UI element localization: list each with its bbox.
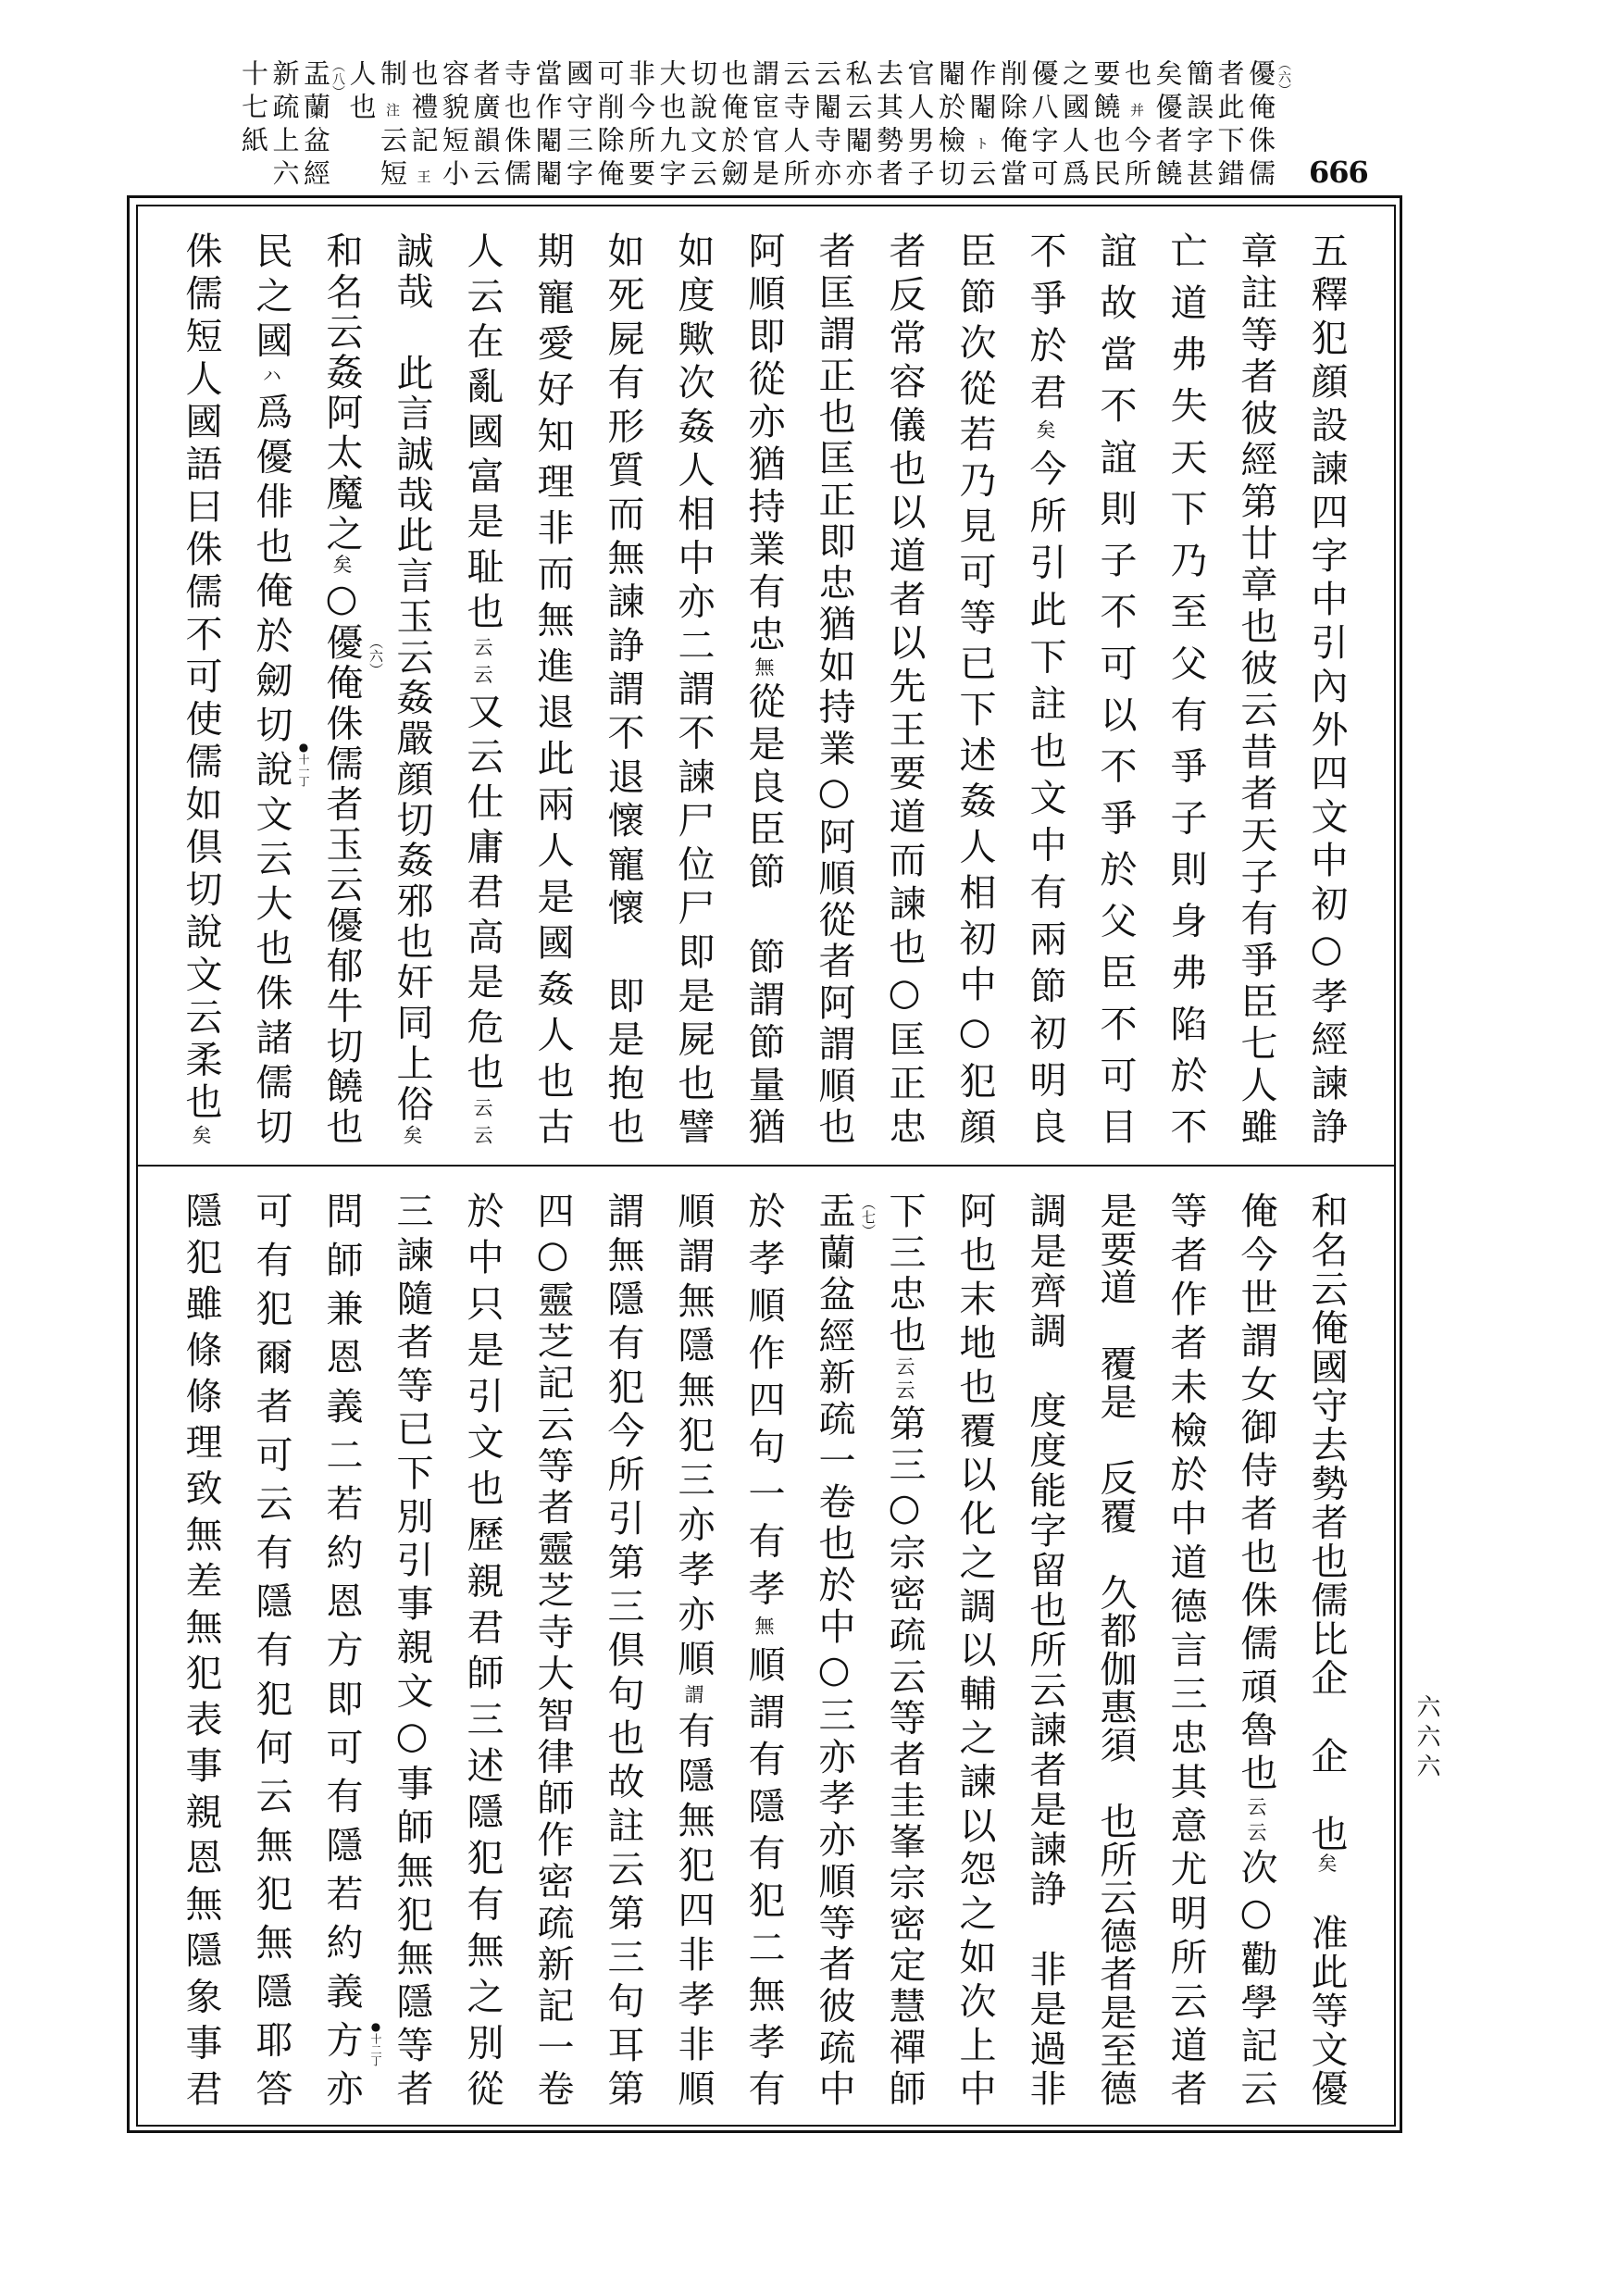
upper-text-column: 和名云姦阿太魔之矣○優俺侏儒者玉云優郁牛切饒也	[320, 231, 363, 1145]
upper-text-column: 五釋犯顔設諫四字中引內外四文中初○孝經諫諍	[1305, 231, 1348, 1144]
lower-text-column: 俺今世謂女御侍者也侏儒頑魯也云云次○勸學記云	[1235, 1192, 1277, 2107]
headnote-column: 優俺侏儒	[1245, 59, 1276, 193]
lower-text-column: 於中只是引文也歷親君師三述隱犯有無之別從	[461, 1192, 504, 2106]
lower-text-column: 盂蘭盆經新疏一卷也於中○三亦孝亦順等者彼疏中	[813, 1192, 855, 2106]
headnote-column: 去其勢者	[873, 59, 904, 193]
margin-page-number: 六六六	[1413, 1694, 1440, 1783]
headnote-column: 制注云短	[377, 59, 408, 193]
upper-text-column: 者匡謂正也匡正即忠猶如持業○阿順從者阿謂順也	[813, 231, 855, 1144]
folio-marker-12: ●十二丁	[369, 2020, 382, 2066]
upper-text-column: 誠哉 此言誠哉此言玉云姦嚴顔切姦邪也奸同上俗矣	[391, 231, 433, 1144]
headnote-column: 要饒也民	[1089, 59, 1122, 193]
upper-text-column: 臣節次從若乃見可等已下述姦人相初中○犯顔	[953, 231, 996, 1144]
lower-text-column: 三諫隨者等已下別引事親文○事師無犯無隱等者	[391, 1192, 433, 2106]
headnote-column: 閹於檢切	[935, 59, 966, 193]
upper-text-column: 如死屍有形質而無諫諍謂不退懷寵懷 即是抱也	[602, 231, 644, 1144]
headnote-column: 當作閹閹	[531, 59, 564, 193]
lower-text-column: 可有犯爾者可云有隱有犯何云無犯無隱耶答	[250, 1192, 292, 2106]
headnote-marker-6: （六）	[1276, 57, 1291, 96]
note-marker-6: （六）	[367, 635, 384, 677]
headnote-column: 矣優者饒	[1151, 59, 1184, 193]
upper-text-column: 人云在亂國富是耻也云云又云仕庸君高是危也云云	[461, 231, 504, 1145]
headnote-column: 也禮記王	[407, 59, 440, 183]
headnote-column: 大也九字	[655, 59, 688, 193]
headnote-column: 官人男子	[903, 59, 936, 193]
upper-text-column: 誼故當不誼則子不可以不爭於父臣不可目	[1094, 231, 1137, 1144]
headnote-column: 十七紙	[238, 59, 269, 159]
headnote-column: 簡誤字甚	[1183, 59, 1214, 193]
headnote-column: 也俺於劒	[717, 59, 750, 193]
headnote-column: 也并今所	[1121, 59, 1152, 193]
upper-text-column: 者反常容儀也以道者以先王要道而諫也○匡正忠	[883, 231, 926, 1144]
headnote-column: 私云閹亦	[841, 59, 874, 193]
headnote-marker-8: （八）	[330, 59, 345, 98]
headnote-column: 者此下錯	[1214, 59, 1246, 193]
headnote-column: 人也	[345, 59, 378, 126]
headnote-column: 云閹寺亦	[811, 59, 842, 193]
headnote-column: 削除俺當	[997, 59, 1028, 193]
upper-text-column: 如度歟次姦人相中亦二謂不諫尸位尸即是屍也譬	[672, 231, 715, 1144]
headnote-column: 謂宦官是	[749, 59, 780, 193]
headnote-column: 可削除俺	[593, 59, 626, 193]
headnote-column: 者廣韻云	[469, 59, 502, 193]
headnote-column: 切說文云	[687, 59, 718, 193]
headnote-column: 容貌短小	[439, 59, 470, 193]
headnotes	[237, 59, 1276, 194]
lower-text-column: 謂無隱有犯今所引第三倶句也故註云第三句耳第	[602, 1192, 644, 2106]
headnote-column: 之國人爲	[1059, 59, 1090, 193]
lower-text-column: 順謂無隱無犯三亦孝亦順謂有隱無犯四非孝非順	[672, 1192, 715, 2107]
upper-text-column: 亡道弗失天下乃至父有爭子則身弗陷於不	[1164, 231, 1207, 1144]
lower-text-column: 於孝順作四句一有孝無順謂有隱有犯二無孝有	[742, 1192, 785, 2107]
lower-text-column: 問師兼恩義二若約恩方即可有隱若約義方亦	[320, 1192, 363, 2106]
upper-text-column: 章註等者彼經第廿章也彼云昔者天子有爭臣七人雖	[1235, 231, 1277, 1144]
headnote-column: 寺也侏儒	[501, 59, 532, 193]
headnote-column: 云寺人所	[779, 59, 812, 193]
section-divider	[136, 1165, 1396, 1167]
headnote-column: 作閹ト云	[965, 59, 998, 193]
upper-text-column: 不爭於君矣今所引此下註也文中有兩節初明良	[1024, 231, 1066, 1145]
upper-text-column: 期寵愛好知理非而無進退此兩人是國姦人也古	[531, 231, 574, 1144]
lower-text-column: 是要道 覆是 反覆 久都伽惠須 也所云德者是至德	[1094, 1192, 1137, 2106]
lower-text-column: 調是齊調 度度能字留也所云諫者是諫諍 非是過非	[1024, 1192, 1066, 2106]
lower-text-column: 下三忠也云云第三○宗密疏云等者圭峯宗密定慧禪師	[883, 1192, 926, 2107]
upper-text-column: 民之國ハ爲優俳也俺於劒切說文云大也侏諸儒切	[250, 231, 292, 1144]
lower-text-column: 和名云俺國守去勢者也儒比企 企 也矣 准此等文優	[1305, 1192, 1348, 2107]
headnote-column: 非今所要	[625, 59, 656, 193]
folio-marker-11: ●十一丁	[297, 741, 310, 787]
headnote-column: 新疏上六	[268, 59, 301, 193]
headnote-column: 優八字可	[1027, 59, 1060, 193]
headnote-column: 國守三字	[563, 59, 594, 193]
page-number: 666	[1309, 155, 1368, 190]
upper-text-column: 阿順即從亦猶持業有忠無從是良臣節 節謂節量猶	[742, 231, 785, 1145]
note-marker-7: （七）	[860, 1196, 877, 1238]
upper-text-column: 侏儒短人國語曰侏儒不可使儒如倶切說文云柔也矣	[180, 231, 222, 1144]
lower-text-column: 阿也末地也覆以化之調以輔之諫以怨之如次上中	[953, 1192, 996, 2106]
lower-text-column: 等者作者未檢於中道德言三忠其意尤明所云道者	[1164, 1192, 1207, 2106]
lower-text-column: 隱犯雖條條理致無差無犯表事親恩無隱象事君	[180, 1192, 222, 2106]
lower-text-column: 四○靈芝記云等者靈芝寺大智律師作密疏新記一卷	[531, 1192, 574, 2106]
headnote-column: 盂蘭盆經	[300, 59, 331, 193]
